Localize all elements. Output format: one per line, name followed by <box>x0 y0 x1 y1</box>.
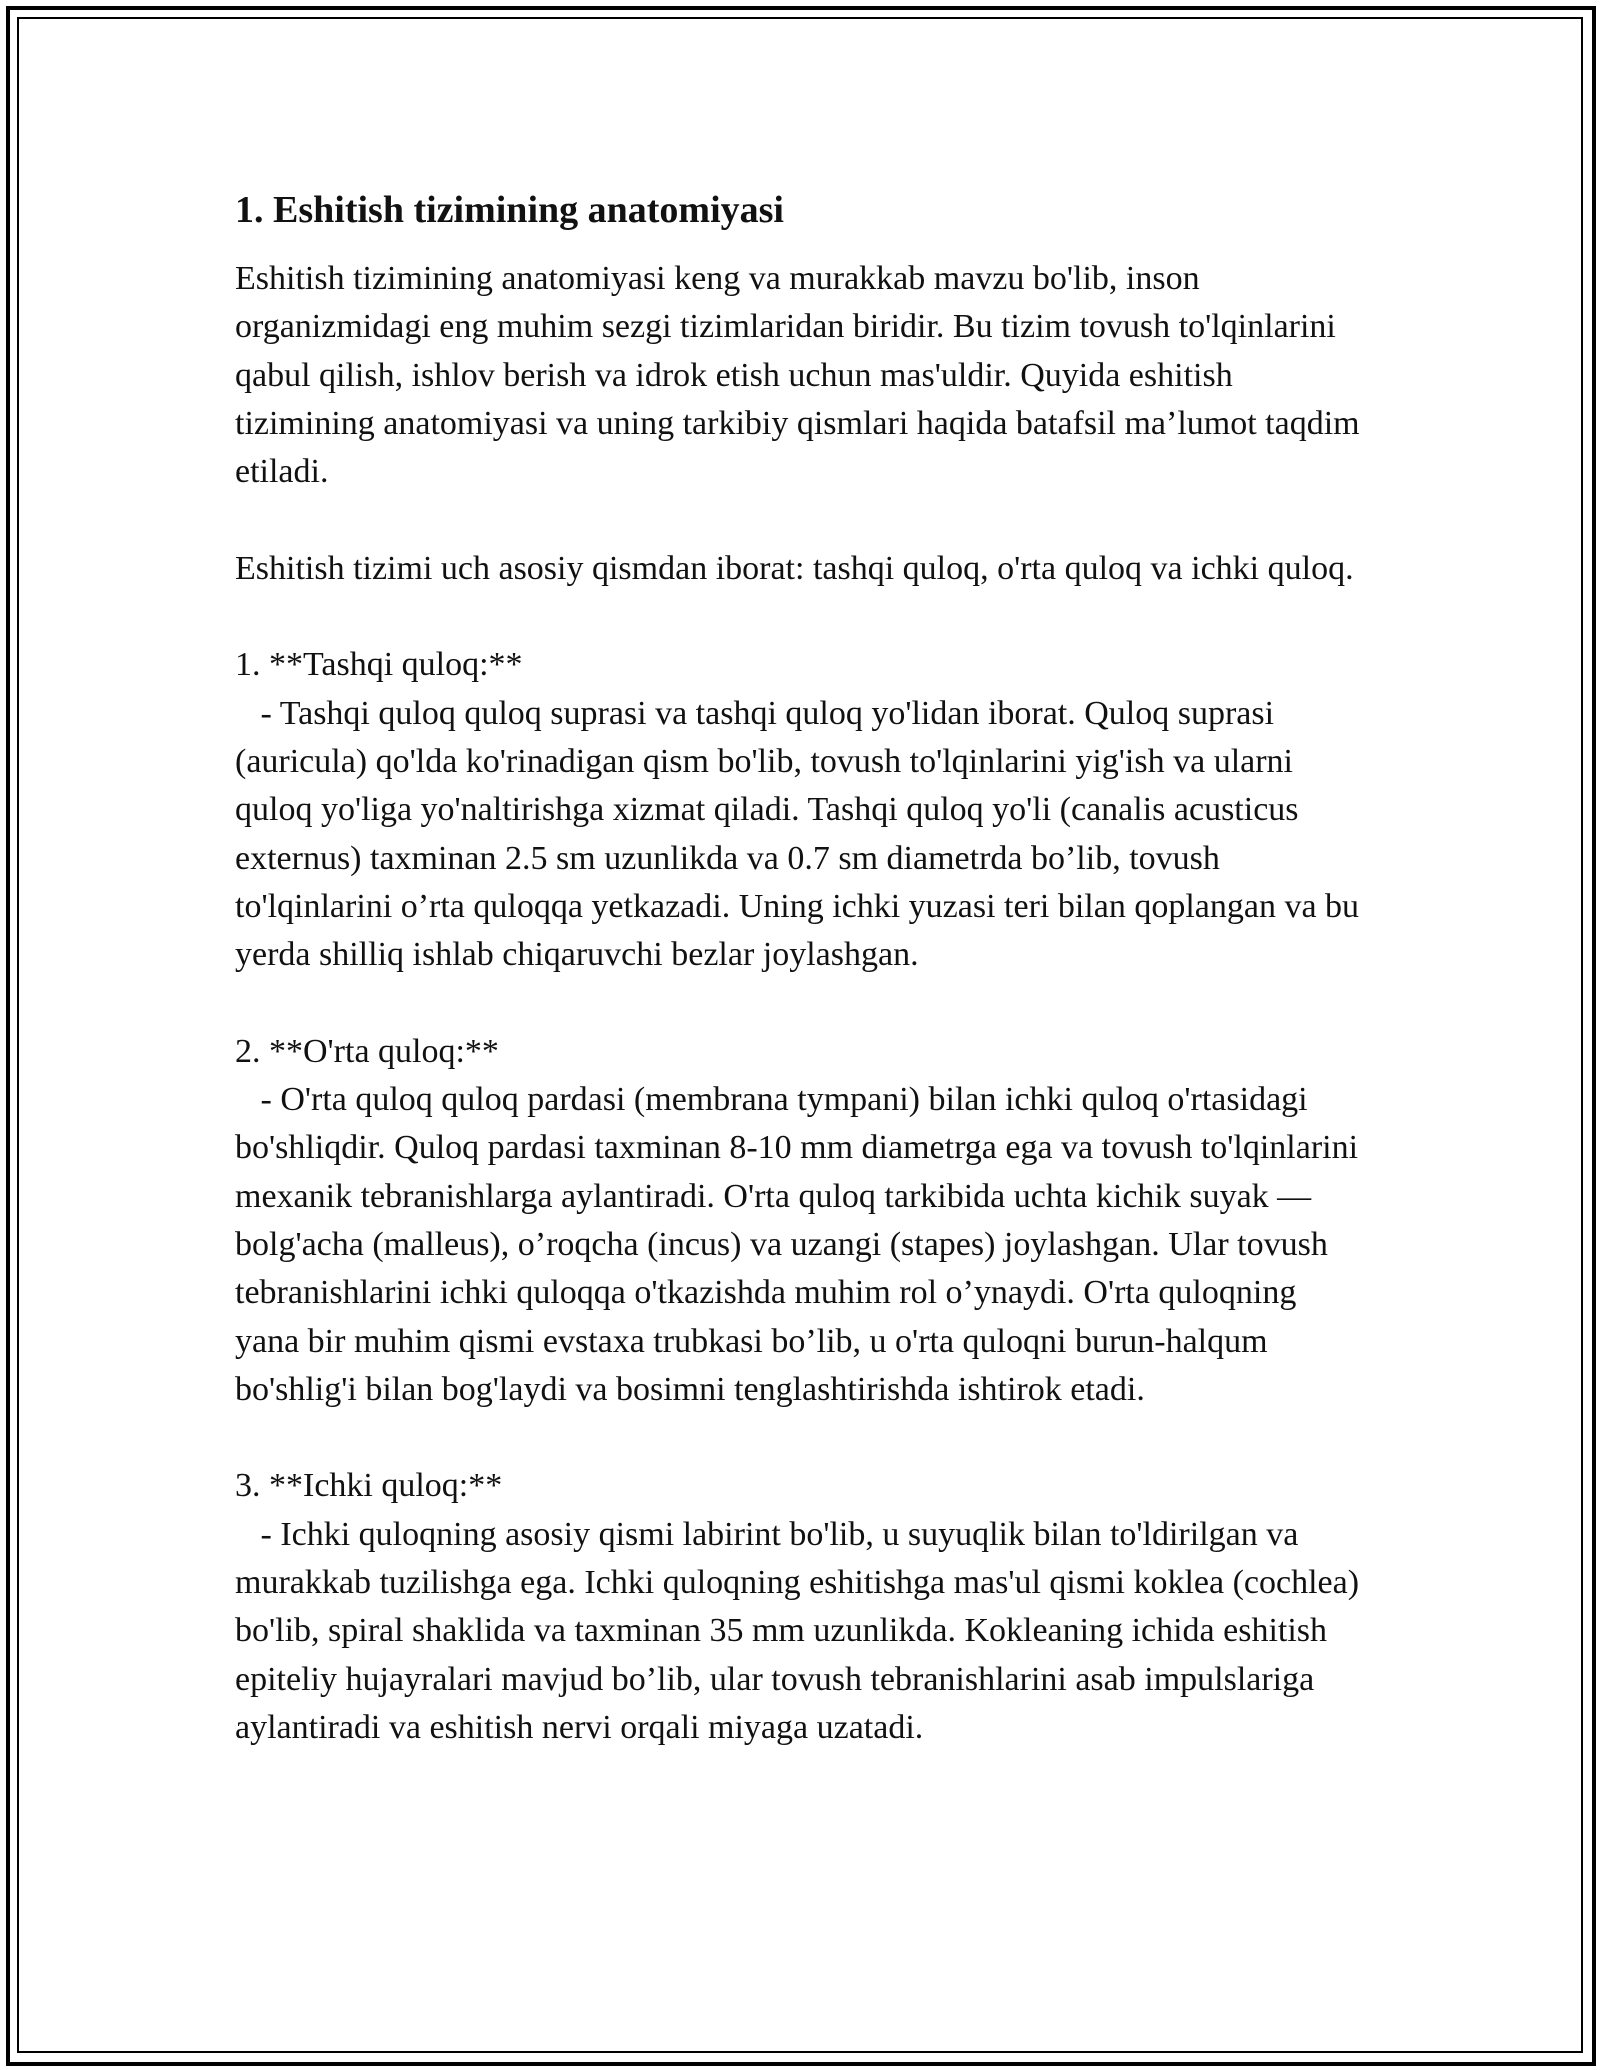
document-body <box>235 185 1365 1752</box>
overview-paragraph: Eshitish tizimi uch asosiy qismdan iborat: tashqi quloq, o'rta quloq va ichki quloq. <box>235 549 1354 587</box>
section-body: - Ichki quloqning asosiy qismi labirint bo'lib, u suyuqlik bilan to'ldirilgan va murakkab tuzilishga ega. Ichki quloqning eshitishga mas'ul qismi koklea (cochlea) bo'lib, spiral shaklida va taxminan 35 mm uzunlikda. Kokleaning ichida eshitish epiteliy hujayralari mavjud bo’lib, ular tovush tebranishlarini asab impulslariga aylantiradi va eshitish nervi orqali miyaga uzatadi. <box>235 1515 1360 1746</box>
page-title: 1. Eshitish tizimining anatomiyasi <box>235 189 784 231</box>
section-body: - O'rta quloq quloq pardasi (membrana tympani) bilan ichki quloq o'rtasidagi bo'shliqdir. Quloq pardasi taxminan 8-10 mm diametrga ega va tovush to'lqinlarini mexanik tebranishlarga aylantiradi. O'rta quloq tarkibida uchta kichik suyak — bolg'acha (malleus), o’roqcha (incus) va uzangi (stapes) joylashgan. Ular tovush tebranishlarini ichki quloqqa o'tkazishda muhim rol o’ynaydi. O'rta quloqning yana bir muhim qismi evstaxa trubkasi bo’lib, u o'rta quloqni burun-halqum bo'shlig'i bilan bog'laydi va bosimni tenglashtirishda ishtirok etadi. <box>235 1081 1359 1408</box>
intro-paragraph: Eshitish tizimining anatomiyasi keng va murakkab mavzu bo'lib, inson organizmidagi eng muhim sezgi tizimlaridan biridir. Bu tizim tovush to'lqinlarini qabul qilish, ishlov berish va idrok etish uchun mas'uldir. Quyida eshitish tizimining anatomiyasi va uning tarkibiy qismlari haqida batafsil ma’lumot taqdim etiladi. <box>235 260 1360 491</box>
section-outer-ear <box>235 641 1365 979</box>
section-body: - Tashqi quloq quloq suprasi va tashqi quloq yo'lidan iborat. Quloq suprasi (auricula) qo'lda ko'rinadigan qism bo'lib, tovush to'lqinlarini yig'ish va ularni quloq yo'liga yo'naltirishga xizmat qiladi. Tashqi quloq yo'li (canalis acusticus externus) taxminan 2.5 sm uzunlikda va 0.7 sm diametrda bo’lib, tovush to'lqinlarini o’rta quloqqa yetkazadi. Uning ichki yuzasi teri bilan qoplangan va bu yerda shilliq ishlab chiqaruvchi bezlar joylashgan. <box>235 694 1360 974</box>
section-heading: 1. **Tashqi quloq:** <box>235 646 523 684</box>
section-heading: 2. **O'rta quloq:** <box>235 1032 499 1070</box>
section-inner-ear <box>235 1462 1365 1752</box>
section-heading: 3. **Ichki quloq:** <box>235 1467 503 1505</box>
section-middle-ear <box>235 1028 1365 1414</box>
